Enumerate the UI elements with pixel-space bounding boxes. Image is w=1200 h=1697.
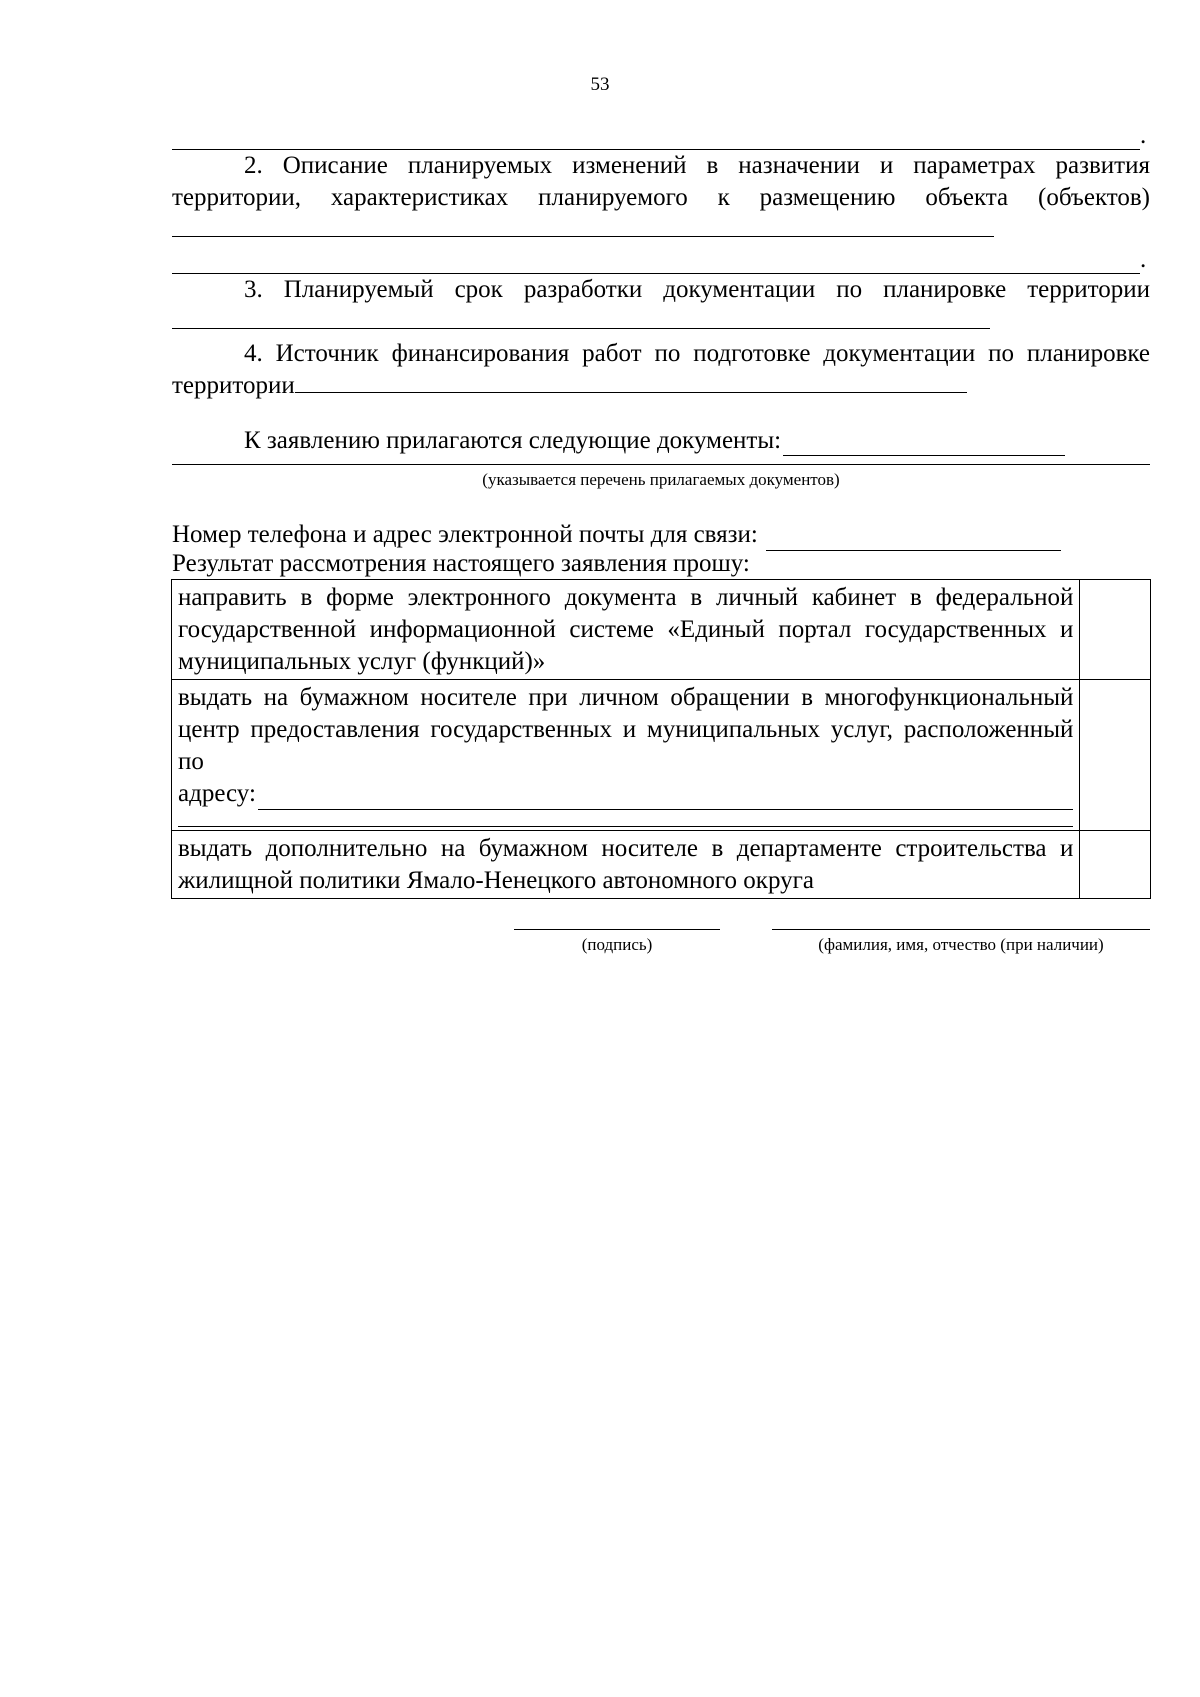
contact-line [172, 519, 1150, 551]
item2-paragraph [172, 150, 1150, 246]
signature-block [514, 915, 720, 956]
item2-text: 2. Описание планируемых изменений в назначении и параметрах развития территории, характеристиках планируемого к размещению объекта (объектов) [172, 152, 1150, 211]
address-line [178, 778, 1073, 810]
attachments-line [172, 426, 1150, 456]
name-block [772, 915, 1150, 956]
address-blank-2[interactable] [178, 810, 1073, 827]
signature-line[interactable] [514, 915, 720, 930]
contact-blank[interactable] [766, 528, 1061, 551]
form-content [172, 122, 1150, 975]
address-label: адресу: [178, 780, 256, 807]
period: . [1140, 246, 1147, 273]
option-row-epgu [172, 580, 1151, 680]
attachments-line-2[interactable] [172, 464, 1150, 465]
option-checkbox-mfc[interactable] [1080, 680, 1151, 831]
item2-continuation-line[interactable] [172, 246, 1150, 274]
attachments-caption: (указывается перечень прилагаемых документов) [482, 470, 840, 489]
option-text-department: выдать дополнительно на бумажном носителе в департаменте строительства и жилищной политики Ямало-Ненецкого автономного округа [172, 831, 1080, 899]
option-text-mfc: выдать на бумажном носителе при личном обращении в многофункциональный центр предоставления государственных и муниципальных услуг, расположенный по [178, 684, 1074, 775]
item3-paragraph [172, 274, 1150, 338]
item3-text: 3. Планируемый срок разработки документации по планировке территории [244, 276, 1150, 303]
attachments-blank[interactable] [783, 433, 1065, 456]
result-options-table [171, 579, 1151, 899]
option-row-department [172, 831, 1151, 899]
item2-blank[interactable] [172, 214, 994, 237]
contact-label: Номер телефона и адрес электронной почты для связи: [172, 521, 758, 548]
item1-continuation-line[interactable] [172, 122, 1150, 150]
option-checkbox-epgu[interactable] [1080, 580, 1151, 680]
name-caption: (фамилия, имя, отчество (при наличии) [818, 935, 1104, 954]
attachments-label: К заявлению прилагаются следующие документы: [244, 427, 782, 454]
signature-row [172, 915, 1150, 975]
option-text-epgu: направить в форме электронного документа в личный кабинет в федеральной государственной информационной системе «Единый портал государственных и муниципальных услуг (функций)» [172, 580, 1080, 680]
item4-paragraph [172, 338, 1150, 402]
result-label: Результат рассмотрения настоящего заявления прошу: [172, 550, 750, 577]
option-checkbox-department[interactable] [1080, 831, 1151, 899]
item3-blank[interactable] [172, 306, 990, 329]
blank-line[interactable] [172, 253, 1140, 274]
blank-line[interactable] [172, 129, 1140, 150]
item4-blank[interactable] [295, 370, 967, 393]
option-row-mfc [172, 680, 1151, 831]
page-number: 53 [590, 74, 610, 95]
period: . [1140, 122, 1147, 149]
item4-text: 4. Источник финансирования работ по подготовке документации по планировке территории [172, 340, 1150, 399]
option-cell-mfc [172, 680, 1080, 831]
name-line[interactable] [772, 915, 1150, 930]
signature-caption: (подпись) [581, 935, 653, 954]
address-blank[interactable] [258, 789, 1073, 810]
